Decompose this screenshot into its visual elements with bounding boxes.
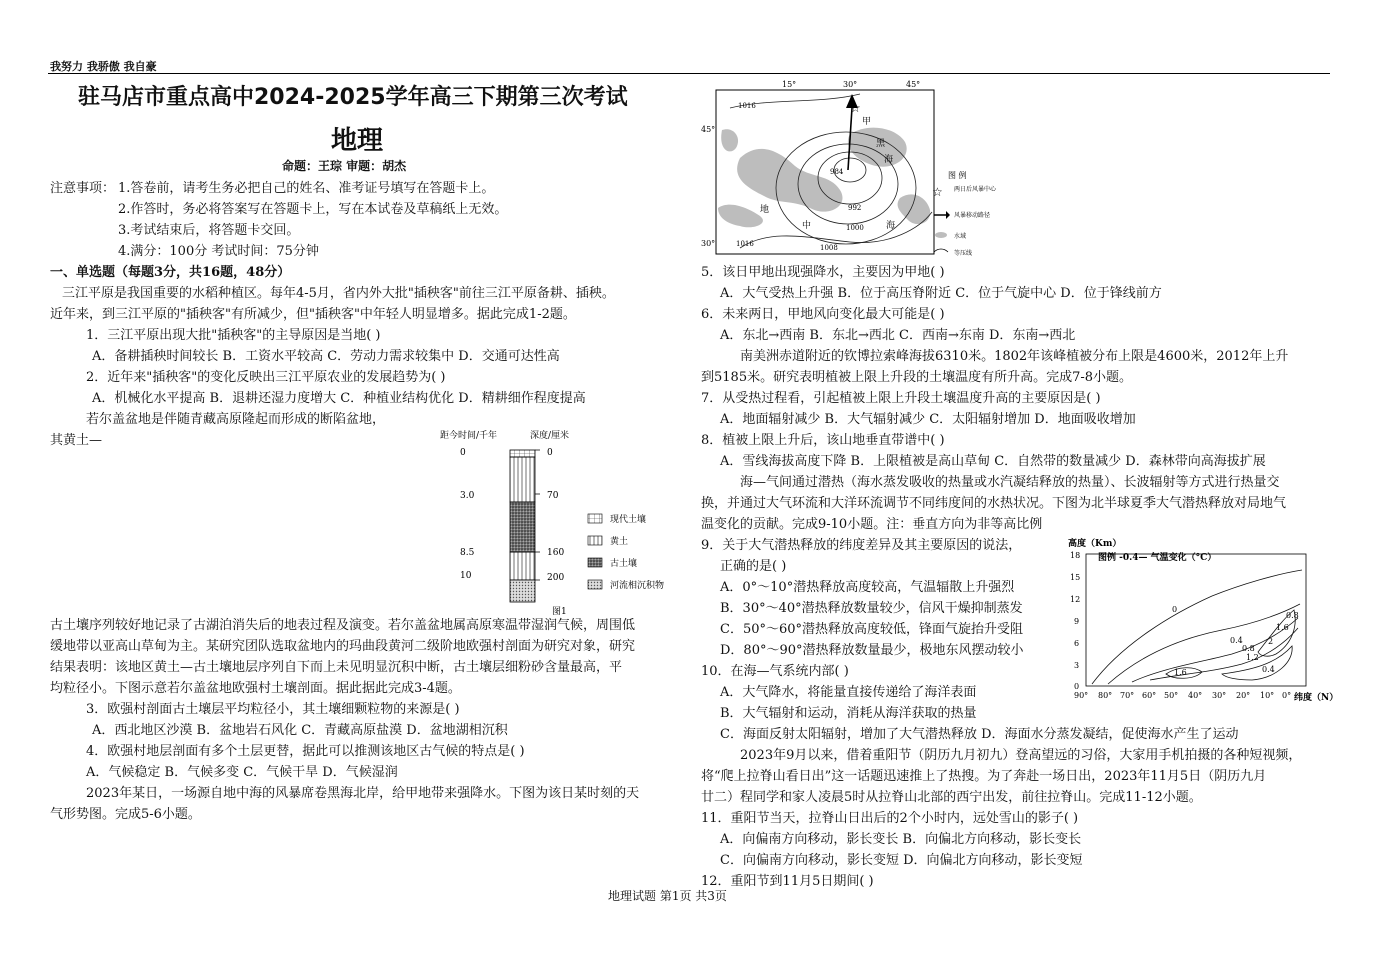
chart-xtick: 80° — [1098, 691, 1113, 700]
map-lat-label: 45° — [701, 125, 716, 134]
option-line: A．大气受热上升强 B．位于高压脊附近 C．位于气旋中心 D．位于锋线前方 — [720, 286, 1162, 301]
option-line: A．气候稳定 B．气候多变 C．气候干旱 D．气候湿润 — [86, 765, 398, 780]
map-legend-title: 图 例 — [948, 171, 967, 180]
question-line: 9．关于大气潜热释放的纬度差异及其主要原因的说法， — [701, 538, 1022, 553]
chart-contour-labels — [1172, 605, 1299, 677]
passage-line: 其黄土— — [50, 433, 103, 448]
isobar-label: 1000 — [846, 224, 864, 232]
fig1-depth: 160 — [547, 548, 565, 558]
fig1-depth: 70 — [547, 491, 559, 501]
fig1-layer-loess — [510, 457, 535, 502]
map-lon-label: 45° — [906, 80, 921, 89]
passage-line: 2023年某日，一场源自地中海的风暴席卷黑海北岸，给甲地带来强降水。下图为该日某时刻的天 — [86, 786, 640, 801]
chart-xtick: 90° — [1074, 691, 1089, 700]
option-line: A．机械化水平提高 B．退耕还湿力度增大 C．种植业结构优化 D．精耕细作程度提高 — [92, 391, 586, 406]
map-legend-label: 水域 — [954, 233, 967, 240]
chart-ytick: 15 — [1070, 573, 1081, 582]
authors-line: 命题：王琮 审题：胡杰 — [282, 159, 407, 173]
isobar-label: 1008 — [820, 244, 838, 252]
contour-label: 1.2 — [1246, 653, 1259, 662]
contour-label: 0.4 — [1262, 665, 1275, 674]
option-line: A．西北地区沙漠 B．盆地岩石风化 C．青藏高原盐漠 D．盆地湖相沉积 — [92, 723, 508, 738]
passage-line: 南美洲赤道附近的钦博拉索峰海拔6310米。1802年该峰植被分布上限是4600米，2012年上升 — [740, 349, 1289, 364]
fig1-legend-label: 古土壤 — [610, 559, 638, 569]
option-line: C．向偏南方向移动，影长变短 D．向偏北方向移动，影长变短 — [720, 853, 1083, 868]
passage-line: 若尔盖盆地是伴随青藏高原隆起而形成的断陷盆地， — [86, 412, 386, 427]
place-label-jia: 甲 — [862, 117, 872, 127]
fig1-depth-header: 深度/厘米 — [530, 431, 570, 441]
map-legend-label: 等压线 — [954, 250, 973, 257]
question-line: 8．植被上限上升后，该山地垂直带谱中( ) — [701, 433, 945, 448]
fig1-legend-label: 河流相沉积物 — [610, 581, 665, 591]
legend-water-icon — [935, 232, 947, 238]
contour-label: 1.6 — [1276, 623, 1289, 632]
contour-label: 2 — [1268, 637, 1274, 646]
passage-line: 将“爬上拉脊山看日出”这一话题迅速推上了热搜。为了奔赴一场日出，2023年11月5日（阴历九月 — [701, 769, 1267, 784]
contour-label: 0 — [1172, 605, 1178, 614]
question-line: 10．在海—气系统内部( ) — [701, 664, 849, 679]
place-label: 黑 — [876, 139, 886, 149]
note-item: 3.考试结束后，将答题卡交回。 — [118, 223, 300, 238]
fig1-age: 0 — [460, 448, 466, 458]
question-line: 5．该日甲地出现强降水，主要因为甲地( ) — [701, 265, 945, 280]
contour-label: 1.6 — [1174, 668, 1187, 677]
chart-xtick: 60° — [1142, 691, 1157, 700]
fig1-depth: 200 — [547, 573, 565, 583]
fig1-legend-swatch — [588, 580, 602, 589]
fig1-caption: 图1 — [552, 607, 567, 617]
header-rule — [48, 73, 1330, 74]
chart-xtick: 70° — [1120, 691, 1135, 700]
map-legend-label: 两日后风暴中心 — [954, 186, 997, 193]
option-line: A．备耕插秧时间较长 B．工资水平较高 C．劳动力需求较集中 D．交通可达性高 — [92, 349, 560, 364]
isobar-label: 992 — [848, 204, 862, 212]
option-line: A．大气降水，将能量直接传递给了海洋表面 — [720, 685, 977, 700]
chart-ytick: 18 — [1070, 551, 1081, 560]
option-line: A．东北→西南 B．东北→西北 C．西南→东南 D．东南→西北 — [720, 328, 1076, 343]
fig1-age: 8.5 — [460, 548, 475, 558]
fig1-legend-swatch — [588, 558, 602, 567]
contour-label: 0.8 — [1242, 644, 1255, 653]
chart-xtick: 50° — [1164, 691, 1179, 700]
section-heading — [50, 263, 290, 283]
passage-line: 三江平原是我国重要的水稻种植区。每年4-5月，省内外大批"插秧客"前往三江平原备耕、插秧。 — [62, 286, 615, 301]
chart-xlabel: 纬度（N） — [1294, 693, 1339, 703]
passage-line: 古土壤序列较好地记录了古湖泊消失后的地表过程及演变。若尔盖盆地属高原寒温带湿润气候，周围低 — [50, 618, 636, 633]
passage-line: 气形势图。完成5-6小题。 — [50, 807, 201, 822]
contour-label: 0.8 — [1286, 611, 1299, 620]
chart-ytick: 6 — [1074, 639, 1080, 648]
map-lat-label: 30° — [701, 239, 716, 248]
passage-line: 换，并通过大气环流和大洋环流调节不同纬度间的水热状况。下图为北半球夏季大气潜热释放对局地气 — [701, 496, 1287, 511]
chart-ytick: 3 — [1074, 661, 1080, 670]
note-item: 2.作答时，务必将答案写在答题卡上，写在本试卷及草稿纸上无效。 — [118, 202, 508, 217]
passage-line: 均粒径小。下图示意若尔盖盆地欧强村土壤剖面。据此据此完成3-4题。 — [50, 681, 461, 696]
fig1-legend-swatch — [588, 514, 602, 523]
fig1-age: 10 — [460, 571, 472, 581]
option-line: B．大气辐射和运动，消耗从海洋获取的热量 — [720, 706, 977, 721]
chart-xtick: 20° — [1236, 691, 1251, 700]
option-line: B．30°～40°潜热释放数量较少，信风干燥抑制蒸发 — [720, 601, 1023, 616]
chart-xtick: 0° — [1282, 691, 1292, 700]
passage-line: 海—气间通过潜热（海水蒸发吸收的热量或水汽凝结释放的热量）、长波辐射等方式进行热量交 — [740, 475, 1280, 490]
fig1-age: 3.0 — [460, 491, 475, 501]
fig1-layer-fluvial — [510, 580, 535, 602]
place-label: 中 — [802, 221, 812, 231]
question-line: 4．欧强村地层剖面有多个土层更替，据此可以推测该地区古气候的特点是( ) — [86, 744, 525, 759]
question-line: 11．重阳节当天，拉脊山日出后的2个小时内，远处雪山的影子( ) — [701, 811, 1079, 826]
latent-heat-chart — [1062, 534, 1342, 706]
isobar-label: 1016 — [736, 240, 754, 248]
chart-xtick: 10° — [1260, 691, 1275, 700]
notes-label: 注意事项： — [50, 181, 116, 196]
chart-xticks — [1074, 691, 1291, 700]
legend-star-icon: ☆ — [932, 185, 943, 199]
question-line: 3．欧强村剖面古土壤层平均粒径小，其土壤细颗粒物的来源是( ) — [86, 702, 460, 717]
note-item: 1.答卷前，请考生务必把自己的姓名、准考证号填写在答题卡上。 — [118, 181, 495, 196]
chart-ylabel: 高度（Km） — [1068, 539, 1122, 549]
passage-line: 廿二）程同学和家人凌晨5时从拉脊山北部的西宁出发，前往拉脊山。完成11-12小题。 — [701, 790, 1202, 805]
option-line: A．0°～10°潜热释放高度较高，气温辐散上升强烈 — [720, 580, 1015, 595]
passage-line: 近年来，到三江平原的"插秧客"有所减少，但"插秧客"中年轻人明显增多。据此完成1-2题。 — [50, 307, 576, 322]
chart-xtick: 40° — [1188, 691, 1203, 700]
option-line: C．50°～60°潜热释放高度较低，锋面气旋抬升受阻 — [720, 622, 1024, 637]
question-line: 6．未来两日，甲地风向变化最大可能是( ) — [701, 307, 945, 322]
fig1-legend-swatch — [588, 536, 602, 545]
legend-arrow-icon — [946, 211, 950, 219]
passage-line: 结果表明：该地区黄土—古土壤地层序列自下而上未见明显沉积中断，古土壤层细粉砂含量最高，平 — [50, 660, 623, 675]
note-item: 4.满分：100分 考试时间：75分钟 — [118, 244, 319, 259]
section-heading-text: 一、单选题 — [50, 265, 116, 280]
question-line: 2．近年来"插秧客"的变化反映出三江平原农业的发展趋势为( ) — [86, 370, 446, 385]
place-label: 海 — [886, 221, 896, 231]
map-lon-label: 30° — [843, 80, 858, 89]
option-line: A．向偏南方向移动，影长变长 B．向偏北方向移动，影长变长 — [720, 832, 1082, 847]
passage-line: 到5185米。研究表明植被上限上升段的土壤温度有所升高。完成7-8小题。 — [701, 370, 1133, 385]
fig1-layer-paleosol — [510, 502, 535, 552]
chart-ytick: 9 — [1074, 617, 1080, 626]
page-footer: 地理试题 第1页 共3页 — [608, 889, 727, 903]
soil-profile-figure — [440, 428, 690, 618]
chart-legend: 图例 -0.4— 气温变化（°C） — [1098, 553, 1217, 563]
question-line: 12．重阳节到11月5日期间( ) — [701, 874, 874, 889]
place-label: 地 — [760, 205, 770, 215]
isobar-label: 984 — [830, 168, 844, 176]
chart-ytick: 0 — [1074, 682, 1080, 691]
section-points: （每题3分，共16题，48分） — [115, 265, 291, 280]
weather-map — [700, 78, 1000, 264]
fig1-layer-modern-soil — [510, 450, 535, 457]
fig1-legend-label: 现代土壤 — [610, 515, 647, 525]
map-legend-label: 风暴移动路径 — [954, 212, 991, 219]
option-line: C．海面反射太阳辐射，增加了大气潜热释放 D．海面水分蒸发凝结，促使海水产生了运动 — [720, 727, 1239, 742]
fig1-time-header: 距今时间/千年 — [440, 431, 498, 441]
fig1-legend-label: 黄土 — [610, 537, 629, 547]
fig1-layer-loess — [510, 552, 535, 580]
map-lon-label: 15° — [782, 80, 797, 89]
chart-xtick: 30° — [1212, 691, 1227, 700]
exam-title: 驻马店市重点高中2024-2025学年高三下期第三次考试 — [78, 85, 628, 110]
contour-label: 0.4 — [1230, 636, 1243, 645]
legend-isobar-icon — [934, 249, 948, 252]
chart-ytick: 12 — [1070, 595, 1081, 604]
fig1-depth: 0 — [547, 448, 553, 458]
option-line: A．地面辐射减少 B．大气辐射减少 C．太阳辐射增加 D．地面吸收增加 — [720, 412, 1136, 427]
question-line: 正确的是( ) — [720, 559, 787, 574]
chart-yticks — [1070, 551, 1080, 691]
isobar-label: 1016 — [738, 102, 756, 110]
option-line: A．雪线海拔高度下降 B．上限植被是高山草甸 C．自然带的数量减少 D．森林带向高海拔扩展 — [720, 454, 1266, 469]
passage-line: 2023年9月以来，借着重阳节（阴历九月初九）登高望远的习俗，大家用手机拍摄的各种短视频， — [740, 748, 1302, 763]
passage-line: 温变化的贡献。完成9-10小题。注：垂直方向为非等高比例 — [701, 517, 1043, 532]
passage-line: 缓地带以亚高山草甸为主。某研究团队选取盆地内的玛曲段黄河二级阶地欧强村剖面为研究对象，研究 — [50, 639, 636, 654]
subject-title: 地理 — [331, 126, 384, 156]
question-line: 1．三江平原出现大批"插秧客"的主导原因是当地( ) — [86, 328, 381, 343]
future-storm-center-icon: ☆ — [850, 101, 861, 115]
question-line: 7．从受热过程看，引起植被上限上升段土壤温度升高的主要原因是( ) — [701, 391, 1101, 406]
option-line: D．80°～90°潜热释放数量最少，极地东风摆动较小 — [720, 643, 1024, 658]
header-motto: 我努力 我骄傲 我自豪 — [50, 60, 157, 73]
place-label: 海 — [884, 155, 894, 165]
